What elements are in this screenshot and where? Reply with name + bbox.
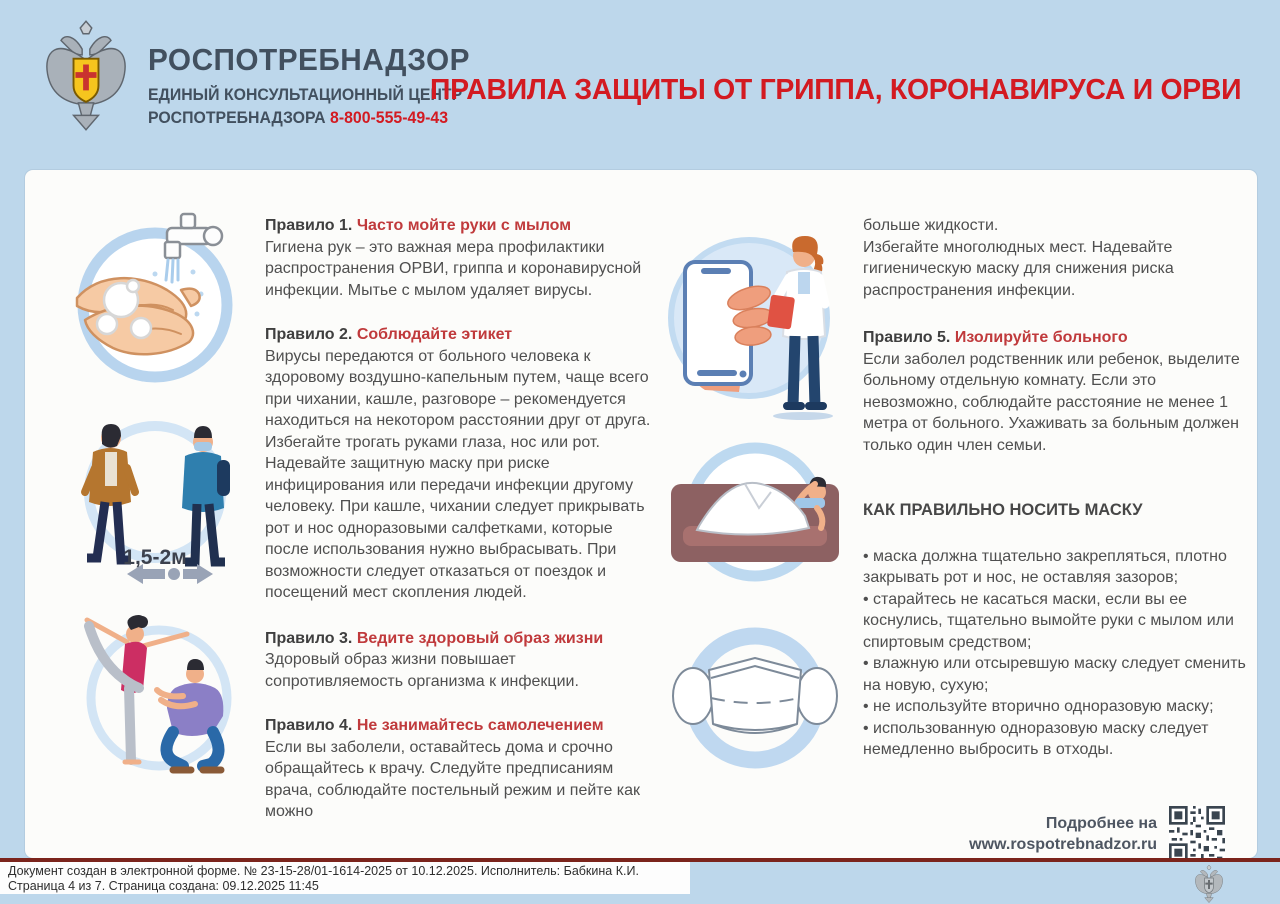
mask-bullet-5: • использованную одноразовую маску следует немедленно выбросить в отходы. bbox=[863, 719, 1209, 758]
org-subtitle-line1: ЕДИНЫЙ КОНСУЛЬТАЦИОННЫЙ ЦЕНТР bbox=[148, 86, 463, 104]
org-subtitle-line2: РОСПОТРЕБНАДЗОРА bbox=[148, 109, 326, 127]
rule-1-heading: Часто мойте руки с мылом bbox=[356, 217, 572, 234]
face-mask-icon bbox=[649, 608, 861, 790]
handwash-icon bbox=[55, 202, 255, 392]
rule-4-continuation-block bbox=[863, 215, 1255, 301]
exercise-icon bbox=[55, 592, 255, 804]
rule-4-body: Если вы заболели, оставайтесь дома и срочно обращайтесь к врачу. Следуйте предписаниям врача, соблюдайте постельный режим и пейте как можно bbox=[265, 738, 641, 820]
face-mask-illustration bbox=[649, 608, 861, 790]
org-name: РОСПОТРЕБНАДЗОР bbox=[148, 42, 471, 77]
document-footer-line2: Страница 4 из 7. Страница создана: 09.12.2025 11:45 bbox=[8, 879, 319, 893]
rule-3-label: Правило 3. bbox=[265, 629, 353, 647]
rules-column-right bbox=[863, 215, 1255, 761]
poster-title: ПРАВИЛА ЗАЩИТЫ ОТ ГРИППА, КОРОНАВИРУСА И ОРВИ bbox=[430, 74, 1242, 106]
rule-1 bbox=[265, 215, 653, 301]
distance-label: 1,5-2м bbox=[123, 546, 187, 569]
rule-3 bbox=[265, 628, 653, 693]
document-footer-line1: Документ создан в электронной форме. № 23-15-28/01-1614-2025 от 10.12.2025. Исполнитель: Бабкина К.И. bbox=[8, 864, 639, 878]
rospotrebnadzor-emblem-icon bbox=[38, 8, 134, 144]
rule-2-heading: Соблюдайте этикет bbox=[356, 326, 513, 343]
more-info-line1: Подробнее на bbox=[1045, 815, 1157, 832]
rule-1-label: Правило 1. bbox=[265, 217, 353, 234]
rules-column-left bbox=[265, 215, 653, 846]
mask-section-heading: КАК ПРАВИЛЬНО НОСИТЬ МАСКУ bbox=[863, 501, 1143, 519]
rule-5-heading: Изолируйте больного bbox=[954, 329, 1128, 346]
rule-3-body: Здоровый образ жизни повышает сопротивляемость организма к инфекции. bbox=[265, 651, 579, 690]
rule-4 bbox=[265, 715, 653, 823]
rule-2 bbox=[265, 324, 653, 604]
handwash-illustration bbox=[55, 202, 255, 392]
qr-code bbox=[1169, 806, 1225, 862]
doctor-phone-icon bbox=[657, 206, 853, 436]
mask-bullets bbox=[863, 546, 1255, 761]
rule-4-extra: Избегайте многолюдных мест. Надевайте гигиеническую маску для снижения риска распространения инфекции. bbox=[863, 238, 1174, 299]
rule-5-body: Если заболел родственник или ребенок, выделите больному отдельную комнату. Если это невозможно, соблюдайте расстояние не менее 1 метра от больного. Ухаживать за больным должен только один член семьи. bbox=[863, 350, 1240, 454]
footer-emblem-icon bbox=[1186, 864, 1232, 904]
rule-4-heading: Не занимайтесь самолечением bbox=[356, 717, 604, 734]
rule-1-body: Гигиена рук – это важная мера профилактики распространения ОРВИ, гриппа и коронавирусной инфекции. Мытье с мылом удаляет вирусы. bbox=[265, 238, 642, 299]
mask-bullet-1: • маска должна тщательно закрепляться, плотно закрывать рот и нос, не оставляя зазоров; bbox=[863, 547, 1227, 586]
mask-bullet-4: • не используйте вторично одноразовую маску; bbox=[863, 698, 1214, 715]
rule-2-label: Правило 2. bbox=[265, 326, 353, 343]
social-distance-illustration bbox=[55, 388, 255, 600]
website-url: www.rospotrebnadzor.ru bbox=[969, 836, 1157, 853]
document-footer bbox=[8, 864, 688, 894]
rule-5 bbox=[863, 327, 1255, 456]
mask-bullet-2: • старайтесь не касаться маски, если вы ее коснулись, тщательно вымойте руки с мылом или спиртовым средством; bbox=[863, 590, 1234, 651]
rule-3-heading: Ведите здоровый образ жизни bbox=[356, 629, 604, 647]
more-info-text bbox=[969, 813, 1157, 855]
mask-bullet-3: • влажную или отсыревшую маску следует сменить на новую, сухую; bbox=[863, 655, 1246, 694]
sick-person-icon bbox=[649, 422, 861, 604]
telemedicine-illustration bbox=[657, 206, 853, 436]
rule-2-body: Вирусы передаются от больного человека к здоровому воздушно-капельным путем, чаще всего при чихании, кашле, разговоре – рекомендуется находиться на некотором расстоянии друг от друга. Избегайте трогать руками глаза, нос или рот. Надевайте защитную маску при риске инфицирования или передачи инфекции другому человеку. При кашле, чихании следует прикрывать рот и нос одноразовыми салфетками, которые после использования нужно выбрасывать. При возможности следует отказаться от поездок и посещений мест скопления людей. bbox=[265, 347, 651, 601]
bed-rest-illustration bbox=[649, 422, 861, 604]
org-subtitle bbox=[148, 84, 462, 130]
hotline-phone: 8-800-555-49-43 bbox=[330, 109, 449, 127]
rule-4-label: Правило 4. bbox=[265, 717, 353, 734]
healthy-lifestyle-illustration bbox=[55, 592, 255, 804]
rule-4-continuation: больше жидкости. bbox=[863, 217, 999, 234]
content-card bbox=[25, 170, 1257, 858]
rule-5-label: Правило 5. bbox=[863, 329, 951, 346]
more-info-block bbox=[969, 806, 1225, 862]
